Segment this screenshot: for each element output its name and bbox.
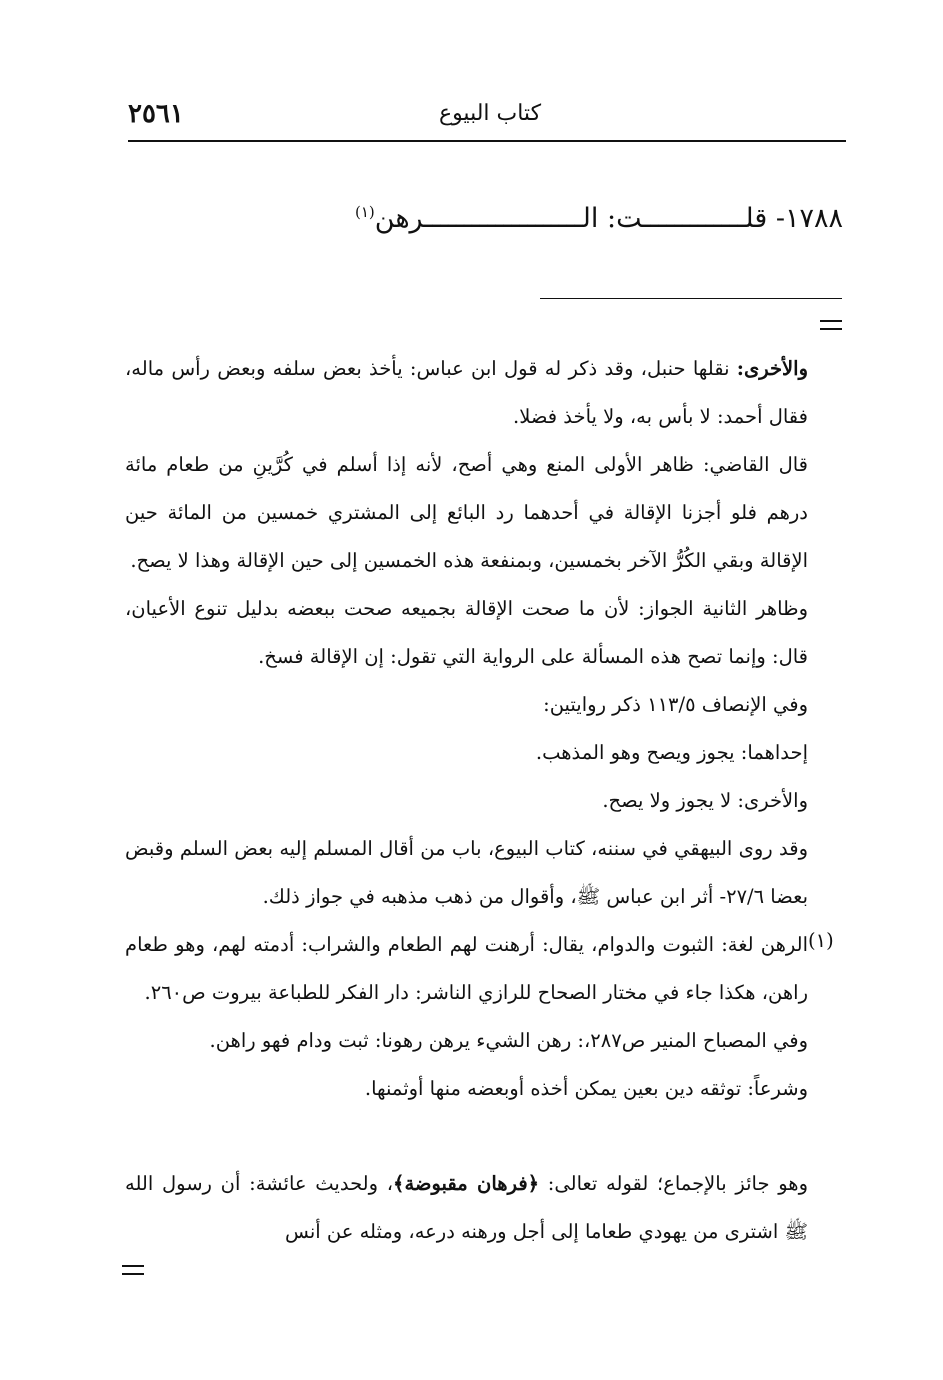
chapter-title: قلـــــــــــــت: الــــــــــــــــــــرهن: [374, 203, 768, 234]
note-paragraph: وظاهر الثانية الجواز: لأن ما صحت الإقالة بجميعه صحت ببعضه بدليل تنوع الأعيان، قال: وإنما تصح هذه المسألة على الرواية التي تقول: إن الإقالة فسخ.: [125, 597, 808, 668]
paragraph-lead: والأخرى:: [736, 357, 808, 380]
chapter-heading: [355, 190, 843, 241]
continued-notes: [125, 345, 808, 1113]
running-title: كتاب البيوع: [438, 101, 542, 126]
note-paragraph: والأخرى: نقلها حنبل، وقد ذكر له قول ابن عباس: يأخذ بعض سلفه وبعض رأس ماله، فقال أحمد: لا بأس به، ولا يأخذ فضلا.: [125, 357, 808, 428]
note-paragraph: والأخرى: لا يجوز ولا يصح.: [602, 789, 808, 812]
note-paragraph: إحداهما: يجوز ويصح وهو المذهب.: [535, 741, 808, 764]
chapter-footnote-ref: (١): [354, 203, 375, 221]
note-paragraph: وفي الإنصاف ١١٣/٥ ذكر روايتين:: [543, 693, 808, 716]
footnote-paragraph: وفي المصباح المنير ص٢٨٧،: رهن الشيء يرهن رهونا: ثبت ودام فهو راهن.: [209, 1029, 808, 1052]
footnote-separator: [540, 298, 842, 299]
note-paragraph: وقد روى البيهقي في سننه، كتاب البيوع، باب من أقال المسلم إليه بعض السلم وقبض بعضا ٢٧/٦- أثر ابن عباس ﷺ، وأقوال من ذهب مذهبه في جواز ذلك.: [125, 837, 808, 908]
footnote-paragraph: الرهن لغة: الثبوت والدوام، يقال: أرهنت لهم الطعام والشراب: أدمته لهم، وهو طعام راهن، هكذا جاء في مختار الصحاح للرازي الناشر: دار الفكر للطباعة بيروت ص٢٦٠.: [125, 933, 808, 1004]
closing-paragraph: وهو جائز بالإجماع؛ لقوله تعالى: ﴿فرهان مقبوضة﴾، ولحديث عائشة: أن رسول الله ﷺ اشترى من يهودي طعاما إلى أجل ورهنه درعه، ومثله عن أنس: [125, 1172, 808, 1243]
chapter-number: ١٧٨٨-: [775, 203, 843, 234]
continuation-mark-top: [820, 320, 842, 330]
page-number: ٢٥٦١: [128, 99, 184, 129]
continuation-mark-bottom: [122, 1265, 144, 1275]
header-rule: [128, 140, 846, 142]
footnote-paragraph: وشرعاً: توثقه دين بعين يمكن أخذه أوبعضه منها أوثمنها.: [364, 1077, 808, 1100]
footnote-marker: (١): [808, 929, 834, 952]
quran-quote: ﴿فرهان مقبوضة﴾: [393, 1172, 540, 1195]
note-paragraph: قال القاضي: ظاهر الأولى المنع وهي أصح، لأنه إذا أسلم في كُرَّينِ من طعام مائة درهم فلو أجزنا الإقالة في أحدهما رد البائع إلى المشتري خمسين من المائة حين الإقالة وبقي الكُرُّ الآخر بخمسين، وبمنفعة هذه الخمسين إلى حين الإقالة وهذا لا يصح.: [125, 453, 808, 572]
